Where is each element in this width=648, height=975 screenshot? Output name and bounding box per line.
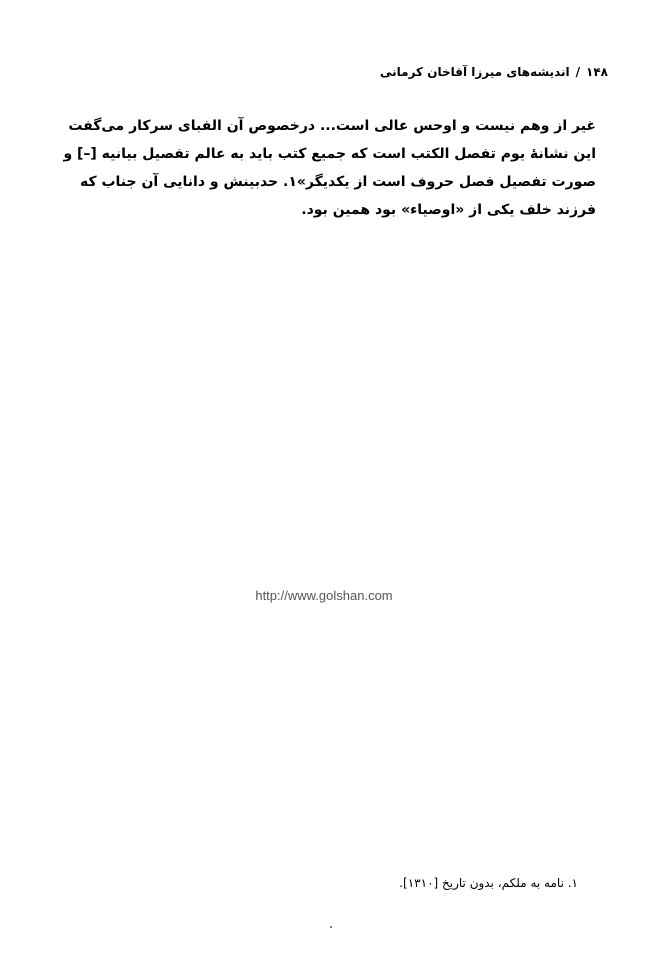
footnote: ۱. نامه به ملکم، بدون تاریخ [۱۳۱۰]. <box>399 876 578 890</box>
book-title: اندیشه‌های میرزا آقاخان کرمانی <box>380 65 570 79</box>
paragraph-line: این نشانهٔ یوم تفصل الکتب است که جمیع کتب باید به عالم تفصیل بیانیه [–] و <box>63 146 596 162</box>
paragraph-line: فرزند خلف یکی از «اوصیاء» بود همین بود. <box>301 202 596 218</box>
page-mark <box>330 926 332 928</box>
page-number: ۱۴۸ <box>586 65 608 79</box>
paragraph-line: صورت تفصیل فصل حروف است از یکدیگر»۱. حدبینش و دانایی آن جناب که <box>79 174 596 190</box>
header-separator: / <box>575 65 581 79</box>
watermark-url: http://www.golshan.com <box>255 588 393 603</box>
running-header <box>40 60 608 84</box>
main-paragraph <box>40 112 596 224</box>
paragraph-line: غیر از وهم نیست و اوحس عالی است... درخصوص آن الفبای سرکار می‌گفت <box>68 118 596 134</box>
